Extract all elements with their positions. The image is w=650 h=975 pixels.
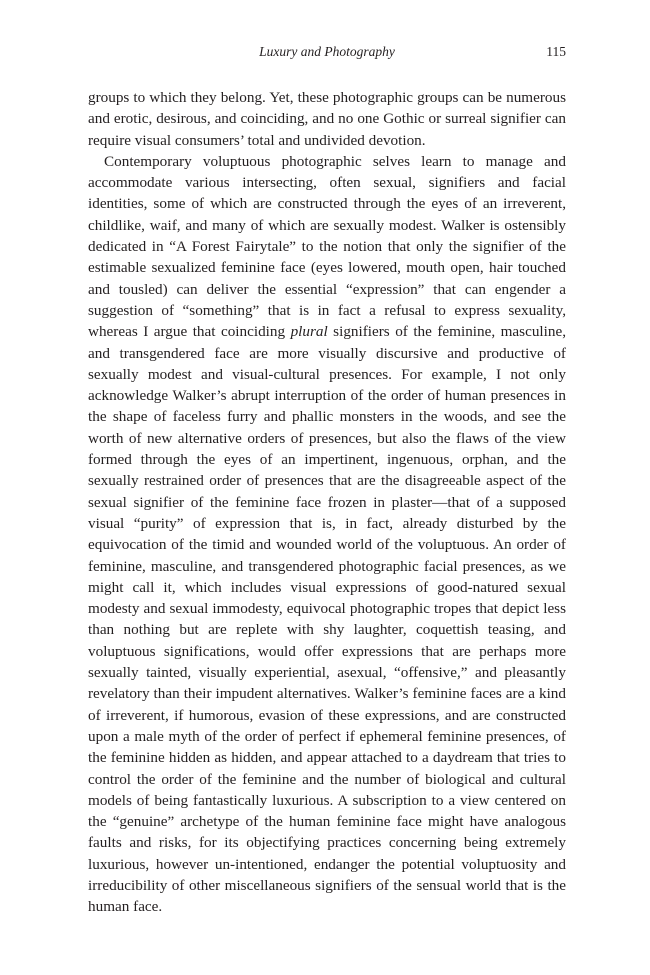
page-number: 115 (546, 44, 566, 59)
paragraph-2-text-b: signifiers of the feminine, masculine, and transgendered face are more visually discursive and productive of sexually modest and visual-cultural presences. For example, I not only acknowledge Walker’s abrupt interruption of the order of human presences in the shape of faceless furry and phallic monsters in the woods, and see the worth of new alternative orders of presences, but also the flaws of the view formed through the eyes of an impertinent, ingenuous, orphan, and the sexually restrained order of presences that are the disagreeable aspect of the sexual signifier of the feminine face frozen in plaster—that of a supposed visual “purity” of expression that is, in fact, already disturbed by the equivocation of the timid and wounded world of the voluptuous. An order of feminine, masculine, and transgendered photographic facial presences, as we might call it, which includes visual expressions of good-natured sexual modesty and sexual immodesty, equivocal photographic tropes that depict less than nothing but are replete with shy laughter, coquettish teasing, and voluptuous significations, would offer expressions that are perhaps more sexually tainted, visually experiential, asexual, “offensive,” and pleasantly revelatory than their impudent alternatives. Walker’s feminine faces are a kind of irreverent, if humorous, evasion of these expressions, and are constructed upon a male myth of the order of perfect if ephemeral feminine presences, of the feminine hidden as hidden, and appear attached to a daydream that tries to control the order of the feminine and the number of biological and cultural models of being fantastically luxurious. A subscription to a view centered on the “genuine” archetype of the human feminine face might have analogous faults and risks, for its objectifying practices concerning being extremely luxurious, however un-intentioned, endanger the potential voluptuosity and irreducibility of other miscellaneous signifiers of the sensual world that is the human face. (88, 323, 566, 916)
paragraph-2-text-a: Contemporary voluptuous photographic selves learn to manage and accommodate various intersecting, often sexual, signifiers and facial identities, some of which are constructed through the eyes of an irreverent, childlike, waif, and many of which are sexually modest. Walker is ostensibly dedicated in “A Forest Fairytale” to the notion that only the signifier of the estimable sexualized feminine face (eyes lowered, mouth open, hair touched and tousled) can deliver the essential “expression” that can engender a suggestion of “something” that is in fact a refusal to express sexuality, whereas I argue that coinciding (88, 152, 566, 341)
paragraph-2 (88, 151, 566, 918)
body-text (88, 87, 566, 918)
paragraph-1-text: groups to which they belong. Yet, these photographic groups can be numerous and erotic, desirous, and coinciding, and no one Gothic or surreal signifier can require visual consumers’ total and undivided devotion. (88, 89, 566, 149)
paragraph-1 (88, 87, 566, 151)
running-header (88, 44, 566, 66)
paragraph-2-emphasis-plural: plural (290, 323, 328, 341)
running-title: Luxury and Photography (259, 44, 395, 59)
